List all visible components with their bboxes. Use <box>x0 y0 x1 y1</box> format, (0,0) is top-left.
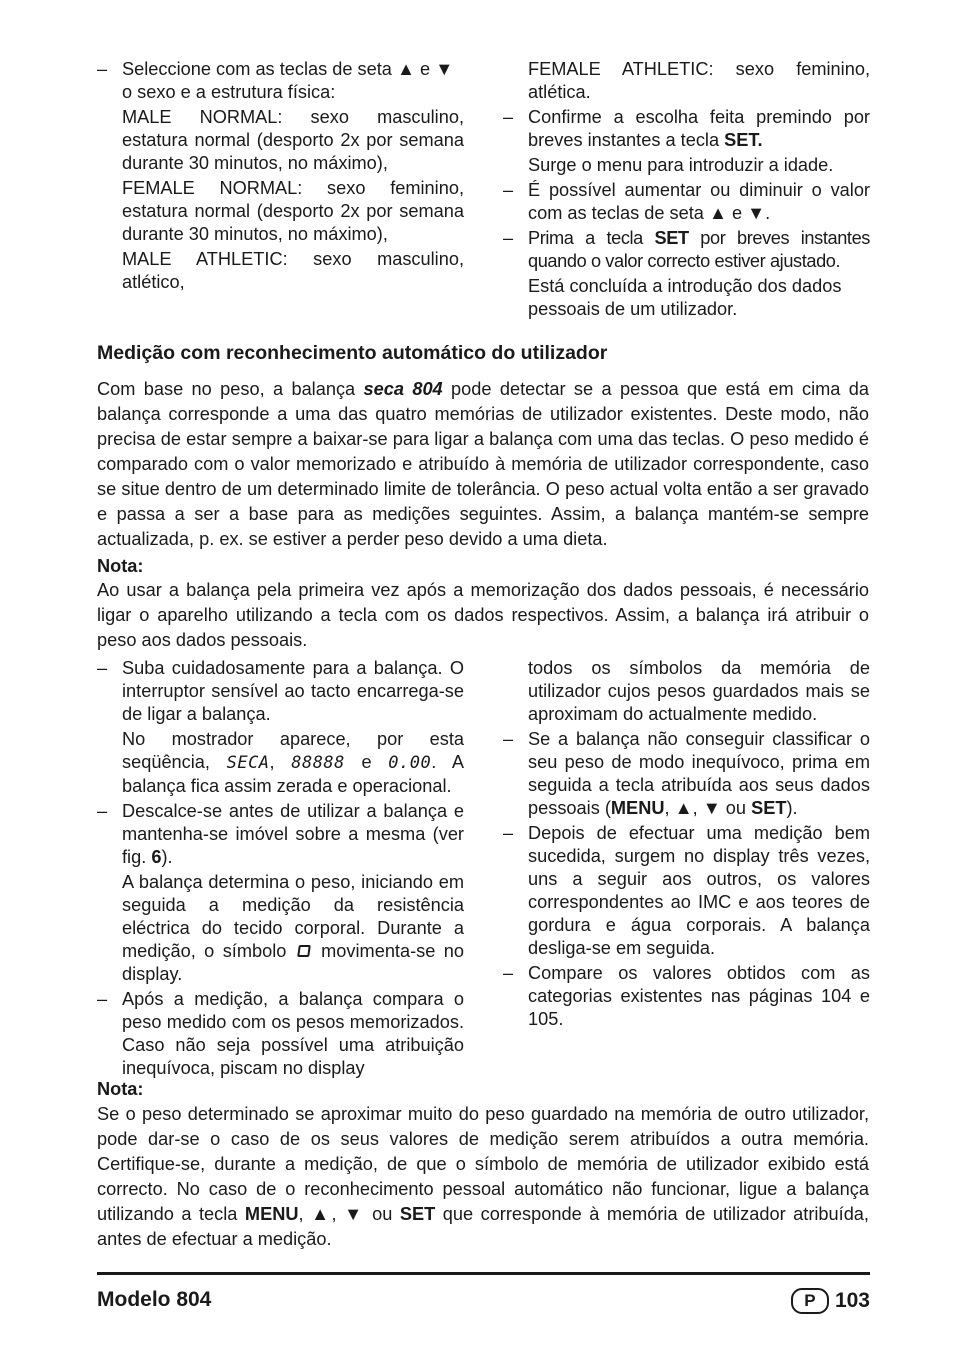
option-male-athletic: MALE ATHLETIC: sexo masculino, atlético, <box>122 249 464 292</box>
press-set-text <box>528 227 870 273</box>
option-female-athletic: FEMALE ATHLETIC: sexo feminino, atlética. <box>528 59 870 102</box>
section-title: Medição com reconhecimento automático do utilizador <box>97 342 608 364</box>
list-item <box>503 179 870 225</box>
lcd-88888: 88888 <box>291 753 345 773</box>
figure-number: 6 <box>151 847 162 867</box>
press-text-a: Prima a tecla <box>528 228 655 248</box>
confirm-text <box>528 106 870 152</box>
up-key-label: ▲ <box>311 1204 332 1224</box>
top-right-column <box>503 58 870 321</box>
nota2-text-a: Se o peso determinado se aproximar muito do peso guardado na memória de outro utilizador, pode dar-se o caso de os seus valores de medição serem atribuídos a outra memória. Certifique-se, durante a medição, de que o símbolo de memória de utilizador exibido está correcto. No caso de o reconhecimento pessoal automático não funcionar, ligue a balança utilizando a tecla <box>97 1104 869 1224</box>
intro-block <box>97 377 869 653</box>
confirm-text-body: Confirme a escolha feita premindo por breves instantes a tecla <box>528 107 870 150</box>
separator: , <box>692 798 703 818</box>
page-number: 103 <box>834 1289 870 1312</box>
adjust-text: É possível aumentar ou diminuir o valor com as teclas de seta ▲ e ▼. <box>528 180 870 223</box>
step4-text-b: ). <box>786 798 798 818</box>
bottom-left-column <box>97 657 464 1080</box>
step2-text-a: Descalce-se antes de utilizar a balança e mantenha-se imóvel sobre a mesma (ver fig. <box>122 801 464 867</box>
set-key-label: SET. <box>724 130 763 150</box>
step-barefoot <box>122 800 464 869</box>
list-item-continuation <box>503 657 870 726</box>
nota-label: Nota: <box>97 1079 144 1099</box>
list-dash: – <box>97 801 108 821</box>
list-item <box>97 657 464 798</box>
list-dash: – <box>503 963 514 983</box>
language-badge: P <box>791 1288 829 1314</box>
measure-text <box>122 871 464 986</box>
lcd-zero: 0.00 <box>388 753 432 773</box>
footer-divider <box>97 1272 870 1275</box>
list-dash: – <box>503 729 514 749</box>
bottom-right-column <box>503 657 870 1031</box>
continuation-text: todos os símbolos da memória de utilizador cujos pesos guardados mais se aproximam do actualmente medido. <box>528 658 870 724</box>
list-dash: – <box>97 989 108 1009</box>
done-text: Está concluída a introdução dos dados pessoais de um utilizador. <box>528 276 842 319</box>
separator: , <box>269 752 292 772</box>
press-text-b: por breves instantes quando o valor correcto estiver ajustado. <box>528 228 870 271</box>
list-dash: – <box>503 823 514 843</box>
down-key-label: ▼ <box>702 798 721 818</box>
list-item <box>97 800 464 986</box>
list-dash: – <box>503 228 514 248</box>
step-compare-categories: Compare os valores obtidos com as categorias existentes nas páginas 104 e 105. <box>528 963 870 1029</box>
nota-label: Nota: <box>97 556 144 576</box>
step2-text-b: ). <box>161 847 173 867</box>
step-compare-weight: Após a medição, a balança compara o peso medido com os pesos memorizados. Caso não seja possível uma atribuição inequívoca, piscam no display <box>122 989 464 1078</box>
display-text-a: No mostrador aparece, por esta seqüência, <box>122 729 464 772</box>
down-key-label: ▼ <box>344 1204 365 1224</box>
list-item <box>503 728 870 820</box>
step-press-key <box>528 728 870 820</box>
brand-name: seca 804 <box>363 379 443 399</box>
step4-text-a: Se a balança não conseguir classificar o seu peso de modo inequívoco, prima em seguida a tecla atribuída aos seus dados pessoais ( <box>528 729 870 818</box>
nota2-text-b: que corresponde à memória de utilizador atribuída, antes de efectuar a medição. <box>97 1204 869 1249</box>
lcd-seca: SECA <box>226 753 270 773</box>
set-key-label: SET <box>399 1204 436 1224</box>
list-dash: – <box>97 658 108 678</box>
intro-text-b: pode detectar se a pessoa que está em cima da balança corresponde a uma das quatro memórias de utilizador existentes. Deste modo, não precisa de estar sempre a baixar-se para ligar a balança com uma das teclas. O peso medido é comparado com o valor memorizado e atribuído à memória de utilizador correspondente, caso se situe dentro de um determinado limite de tolerância. O peso actual volta então a ser gravado e passa a ser a base para as medições seguintes. Assim, a balança mantém-se sempre actualizada, p. ex. se estiver a perder peso devido a uma dieta. <box>97 379 869 549</box>
up-key-label: ▲ <box>674 798 693 818</box>
separator: , <box>331 1204 345 1224</box>
footer-page-info <box>791 1288 870 1314</box>
option-male-normal: MALE NORMAL: sexo masculino, estatura normal (desporto 2x por semana durante 30 minutos, no máximo), <box>122 107 464 173</box>
display-text-b: . A balança fica assim zerada e operacional. <box>122 752 464 796</box>
menu-key-label: MENU <box>610 798 665 818</box>
measure-text-b: movimenta-se no display. <box>122 941 464 984</box>
separator: , <box>664 798 675 818</box>
top-left-column <box>97 58 464 294</box>
list-item <box>503 106 870 177</box>
measurement-symbol-icon <box>297 945 311 957</box>
list-item-continuation <box>503 58 870 104</box>
nota2-text <box>97 1102 869 1252</box>
step-results: Depois de efectuar uma medição bem sucedida, surgem no display três vezes, uns a seguir aos outros, os valores correspondentes ao IMC e aos teores de gordura e água corporais. A balança desliga-se em seguida. <box>528 823 870 958</box>
separator: ou <box>364 1204 400 1224</box>
list-item-text: Seleccione com as teclas de seta ▲ e ▼ o sexo e a estrutura física: <box>122 59 454 102</box>
intro-paragraph <box>97 377 869 552</box>
list-item <box>503 822 870 960</box>
nota-text: Ao usar a balança pela primeira vez após a memorização dos dados pessoais, é necessário ligar o aparelho utilizando a tecla com os dados respectivos. Assim, a balança irá atribuir o peso aos dados pessoais. <box>97 580 869 650</box>
menu-key-label: MENU <box>244 1204 299 1224</box>
measure-text-a: A balança determina o peso, iniciando em seguida a medição da resistência eléctrica do tecido corporal. Durante a medição, o símbolo <box>122 872 464 961</box>
step-mount-scale: Suba cuidadosamente para a balança. O interruptor sensível ao tacto encarrega-se de ligar a balança. <box>122 658 464 724</box>
list-dash: – <box>97 59 108 79</box>
display-sequence-text <box>122 728 464 798</box>
age-menu-text: Surge o menu para introduzir a idade. <box>528 155 834 175</box>
intro-text-a: Com base no peso, a balança <box>97 379 364 399</box>
list-dash: – <box>503 107 514 127</box>
set-key-label: SET <box>654 228 689 248</box>
list-item <box>97 988 464 1080</box>
footer-model: Modelo 804 <box>97 1288 212 1311</box>
list-item <box>503 227 870 321</box>
list-item <box>97 58 464 294</box>
separator: e <box>344 752 389 772</box>
separator: , <box>298 1204 312 1224</box>
list-dash: – <box>503 180 514 200</box>
option-female-normal: FEMALE NORMAL: sexo feminino, estatura normal (desporto 2x por semana durante 30 minutos, no máximo), <box>122 178 464 244</box>
set-key-label: SET <box>751 798 787 818</box>
nota2-block <box>97 1077 869 1252</box>
list-item <box>503 962 870 1031</box>
separator: ou <box>720 798 752 818</box>
